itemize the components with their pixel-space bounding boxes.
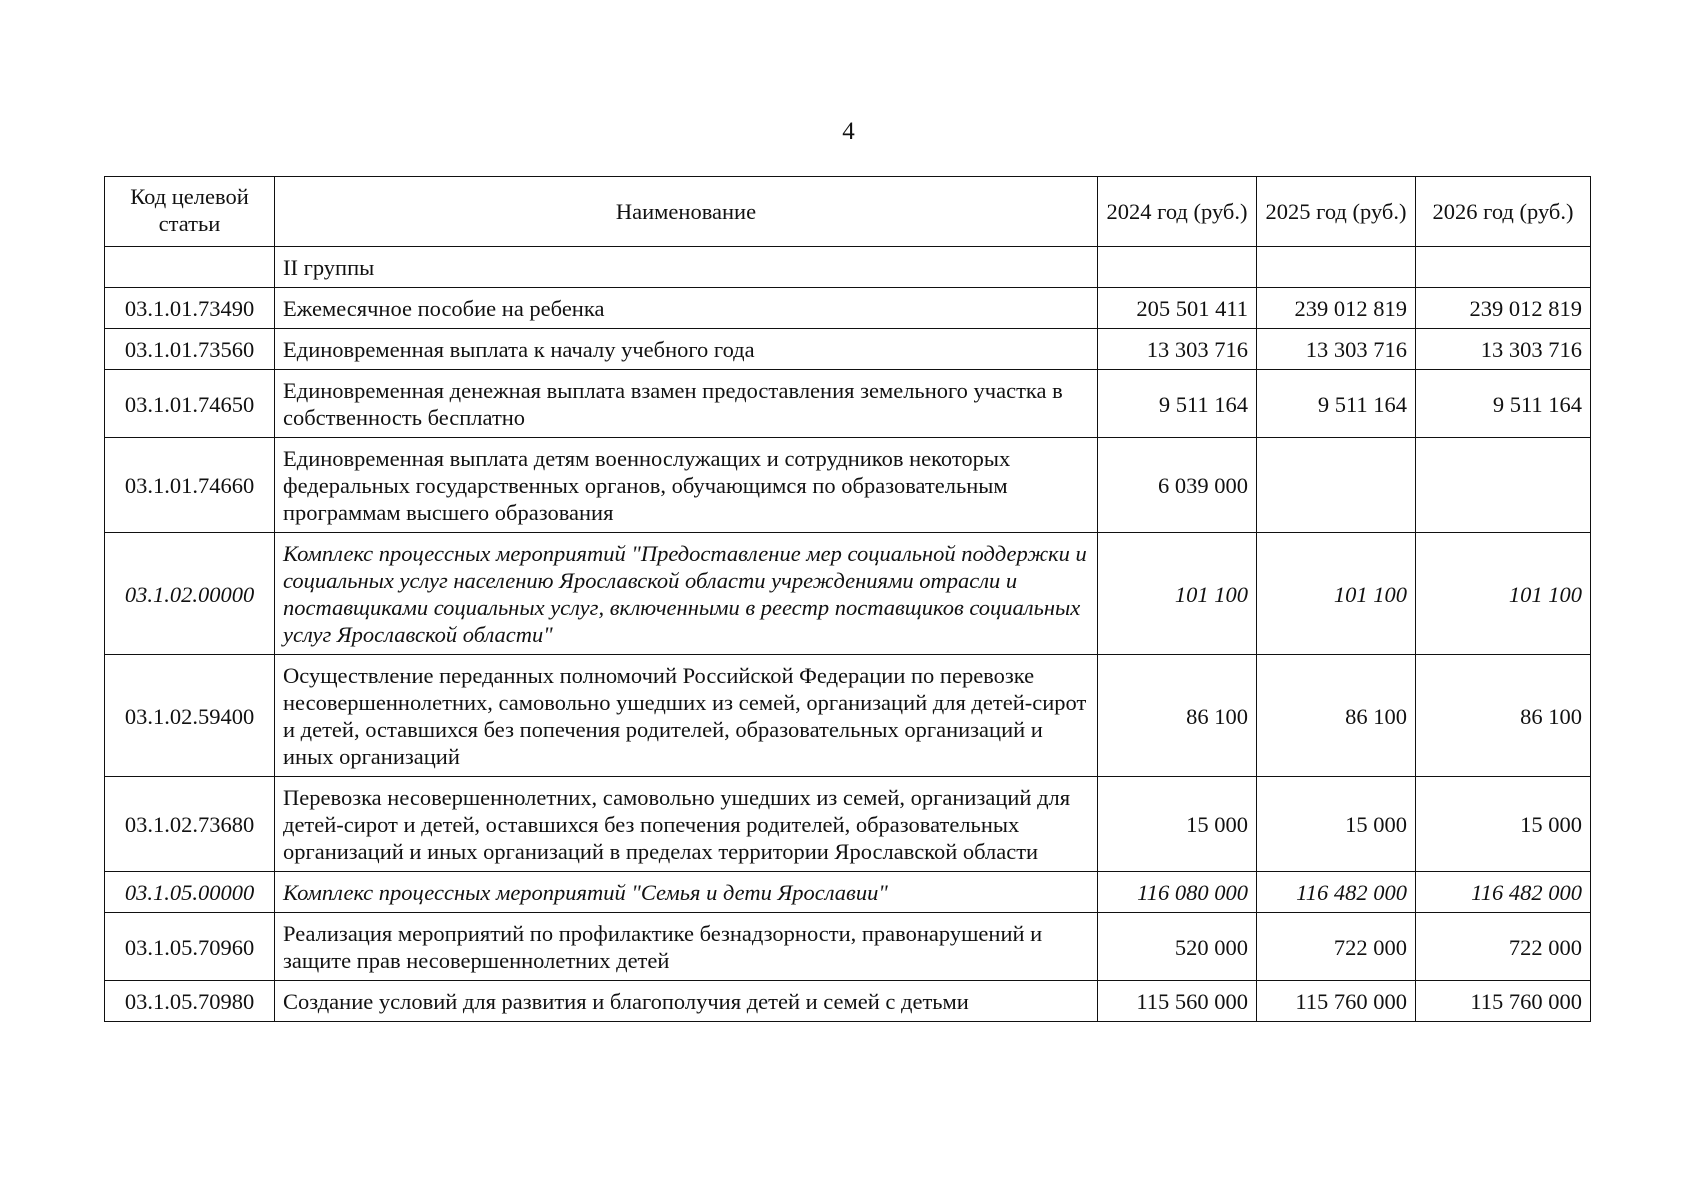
amount-2024-cell: 6 039 000 bbox=[1098, 438, 1257, 533]
amount-2024-cell: 86 100 bbox=[1098, 655, 1257, 777]
code-cell: 03.1.02.59400 bbox=[105, 655, 275, 777]
table-row bbox=[105, 777, 1591, 872]
amount-2025-cell: 101 100 bbox=[1257, 533, 1416, 655]
code-cell: 03.1.01.74650 bbox=[105, 370, 275, 438]
amount-2024-cell: 520 000 bbox=[1098, 913, 1257, 981]
amount-2025-cell bbox=[1257, 438, 1416, 533]
amount-2026-cell: 15 000 bbox=[1416, 777, 1591, 872]
amount-2024-cell: 205 501 411 bbox=[1098, 288, 1257, 329]
budget-table bbox=[104, 176, 1591, 1022]
code-cell: 03.1.01.74660 bbox=[105, 438, 275, 533]
amount-2026-cell: 239 012 819 bbox=[1416, 288, 1591, 329]
amount-2026-cell: 9 511 164 bbox=[1416, 370, 1591, 438]
table-row bbox=[105, 655, 1591, 777]
amount-2024-cell: 9 511 164 bbox=[1098, 370, 1257, 438]
header-2024: 2024 год (руб.) bbox=[1098, 177, 1257, 247]
amount-2026-cell: 13 303 716 bbox=[1416, 329, 1591, 370]
name-cell: Создание условий для развития и благополучия детей и семей с детьми bbox=[275, 981, 1098, 1022]
header-2026: 2026 год (руб.) bbox=[1416, 177, 1591, 247]
amount-2025-cell: 13 303 716 bbox=[1257, 329, 1416, 370]
table-row bbox=[105, 370, 1591, 438]
amount-2025-cell bbox=[1257, 247, 1416, 288]
amount-2026-cell: 86 100 bbox=[1416, 655, 1591, 777]
code-cell: 03.1.01.73490 bbox=[105, 288, 275, 329]
name-cell: Комплекс процессных мероприятий "Семья и дети Ярославии" bbox=[275, 872, 1098, 913]
header-2025: 2025 год (руб.) bbox=[1257, 177, 1416, 247]
code-cell: 03.1.05.70980 bbox=[105, 981, 275, 1022]
name-cell: Единовременная денежная выплата взамен предоставления земельного участка в собственность бесплатно bbox=[275, 370, 1098, 438]
amount-2024-cell: 116 080 000 bbox=[1098, 872, 1257, 913]
table-header-row bbox=[105, 177, 1591, 247]
amount-2025-cell: 9 511 164 bbox=[1257, 370, 1416, 438]
code-cell: 03.1.05.00000 bbox=[105, 872, 275, 913]
amount-2025-cell: 115 760 000 bbox=[1257, 981, 1416, 1022]
amount-2026-cell: 101 100 bbox=[1416, 533, 1591, 655]
name-cell: II группы bbox=[275, 247, 1098, 288]
amount-2024-cell bbox=[1098, 247, 1257, 288]
name-cell: Осуществление переданных полномочий Российской Федерации по перевозке несовершеннолетних, самовольно ушедших из семей, организаций для детей-сирот и детей, оставшихся без попечения родителей, образовательных организаций и иных организаций bbox=[275, 655, 1098, 777]
name-cell: Единовременная выплата к началу учебного года bbox=[275, 329, 1098, 370]
table-row bbox=[105, 981, 1591, 1022]
amount-2026-cell bbox=[1416, 438, 1591, 533]
amount-2025-cell: 722 000 bbox=[1257, 913, 1416, 981]
table-row bbox=[105, 329, 1591, 370]
table-row bbox=[105, 247, 1591, 288]
header-code: Код целевой статьи bbox=[105, 177, 275, 247]
amount-2025-cell: 239 012 819 bbox=[1257, 288, 1416, 329]
name-cell: Единовременная выплата детям военнослужащих и сотрудников некоторых федеральных государственных органов, обучающимся по образовательным программам высшего образования bbox=[275, 438, 1098, 533]
table-row-subtotal bbox=[105, 533, 1591, 655]
code-cell bbox=[105, 247, 275, 288]
amount-2025-cell: 116 482 000 bbox=[1257, 872, 1416, 913]
amount-2024-cell: 101 100 bbox=[1098, 533, 1257, 655]
code-cell: 03.1.05.70960 bbox=[105, 913, 275, 981]
table-row bbox=[105, 438, 1591, 533]
amount-2024-cell: 13 303 716 bbox=[1098, 329, 1257, 370]
table-row-subtotal bbox=[105, 872, 1591, 913]
amount-2024-cell: 115 560 000 bbox=[1098, 981, 1257, 1022]
header-name: Наименование bbox=[275, 177, 1098, 247]
amount-2026-cell: 116 482 000 bbox=[1416, 872, 1591, 913]
code-cell: 03.1.02.73680 bbox=[105, 777, 275, 872]
amount-2026-cell bbox=[1416, 247, 1591, 288]
amount-2026-cell: 115 760 000 bbox=[1416, 981, 1591, 1022]
name-cell: Ежемесячное пособие на ребенка bbox=[275, 288, 1098, 329]
amount-2026-cell: 722 000 bbox=[1416, 913, 1591, 981]
name-cell: Комплекс процессных мероприятий "Предоставление мер социальной поддержки и социальных услуг населению Ярославской области учреждениями отрасли и поставщиками социальных услуг, включенными в реестр поставщиков социальных услуг Ярославской области" bbox=[275, 533, 1098, 655]
page-number: 4 bbox=[842, 118, 855, 145]
code-cell: 03.1.02.00000 bbox=[105, 533, 275, 655]
table-row bbox=[105, 288, 1591, 329]
name-cell: Реализация мероприятий по профилактике безнадзорности, правонарушений и защите прав несовершеннолетних детей bbox=[275, 913, 1098, 981]
amount-2025-cell: 15 000 bbox=[1257, 777, 1416, 872]
table-row bbox=[105, 913, 1591, 981]
amount-2025-cell: 86 100 bbox=[1257, 655, 1416, 777]
amount-2024-cell: 15 000 bbox=[1098, 777, 1257, 872]
name-cell: Перевозка несовершеннолетних, самовольно ушедших из семей, организаций для детей-сирот и детей, оставшихся без попечения родителей, образовательных организаций и иных организаций в пределах территории Ярославской области bbox=[275, 777, 1098, 872]
code-cell: 03.1.01.73560 bbox=[105, 329, 275, 370]
